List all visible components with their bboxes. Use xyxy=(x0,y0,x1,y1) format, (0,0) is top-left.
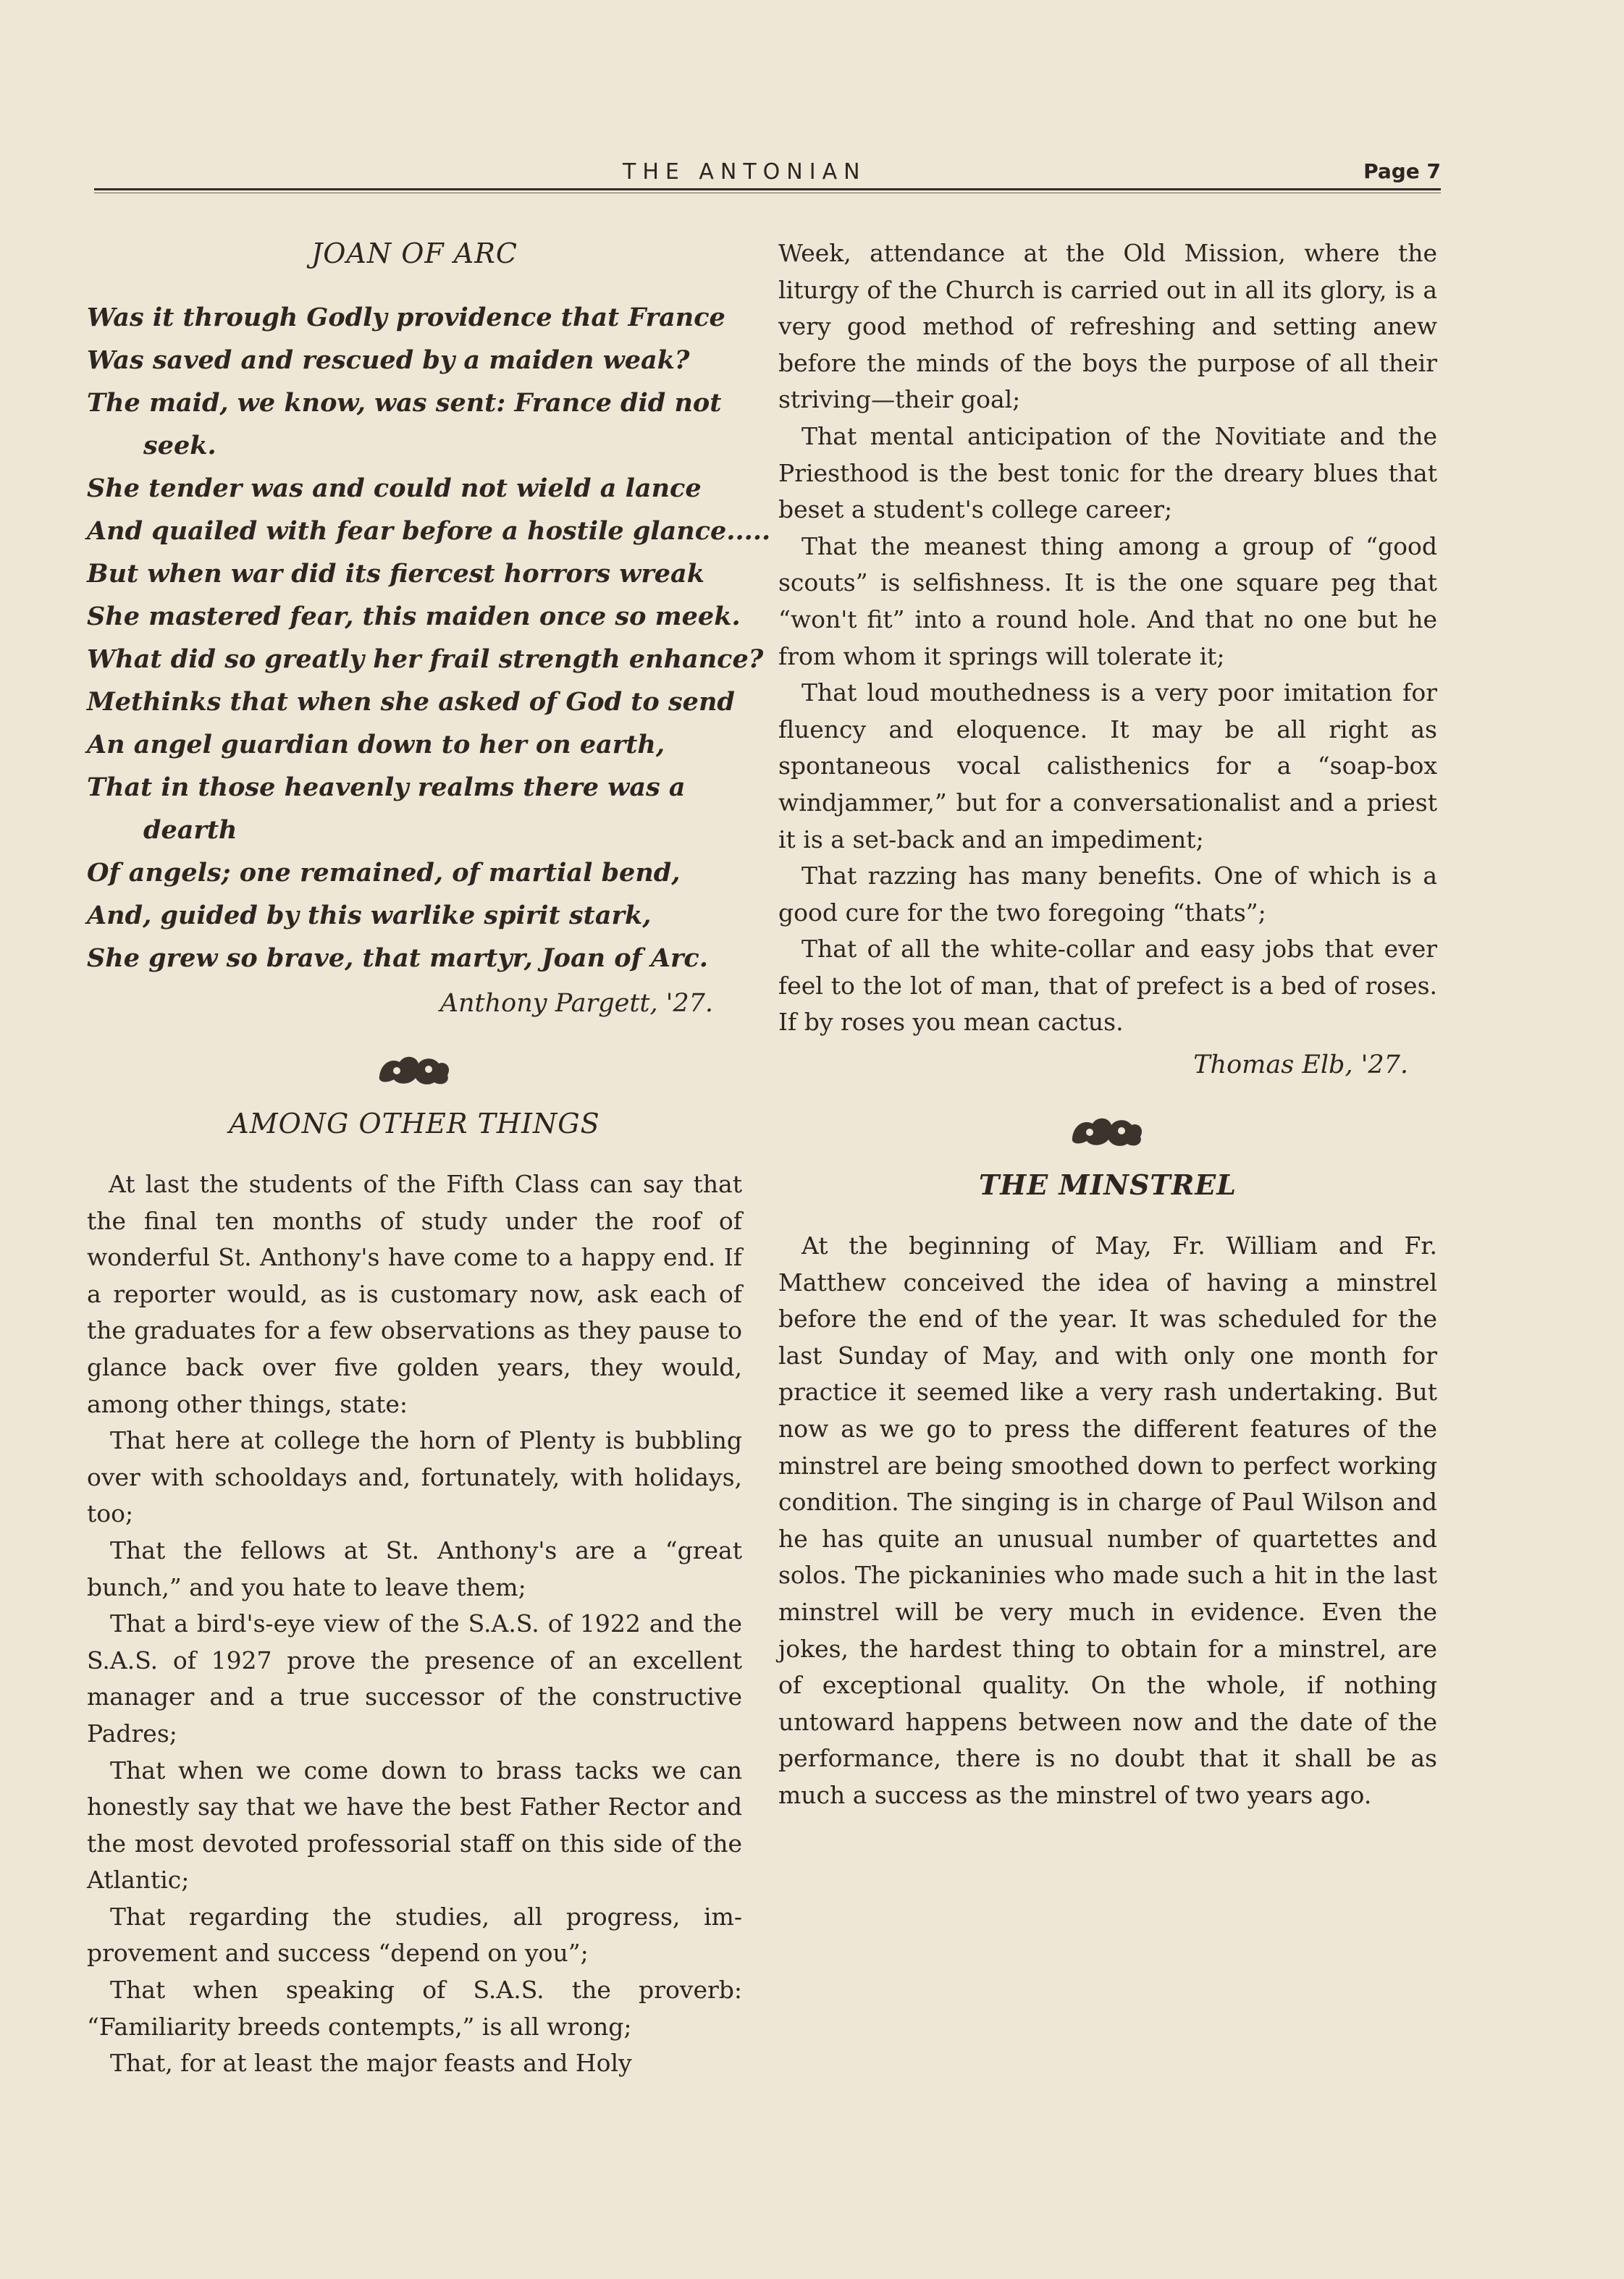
paragraph: That the fellows at St. Anthony's are a “great bunch,” and you hate to leave them; xyxy=(87,1536,742,1601)
paragraph: At the beginning of May, Fr. William and Fr. Matthew conceived the idea of having a minstrel before the end of the year. It was scheduled for the last Sunday of May, and with only one month for practice it seemed like a very rash undertaking. But now as we go to press the different features of the minstrel are being smoothed down to perfect working condition. The singing is in charge of Paul Wilson and he has quite an unusual number of quartettes and solos. The pickaninies who made such a hit in the last minstrel will be very much in evidence. Even the jokes, the hardest thing to obtain for a minstrel, are of exceptional quality. On the whole, if nothing untoward happens between now and the date of the performance, there is no doubt that it shall be as much a success as the minstrel of two years ago. xyxy=(778,1231,1437,1809)
paragraph: That when we come down to brass tacks we can honestly say that we have the best Father Rector and the most devoted professorial staff on this side of the Atlantic; xyxy=(87,1756,742,1895)
paragraph: Week, attendance at the Old Mission, where the liturgy of the Church is carried out in all its glory, is a very good method of refreshing and setting anew before the minds of the boys the purpose of all their striving—their goal; xyxy=(778,239,1437,414)
paragraph: That loud mouthedness is a very poor imitation for fluency and eloquence. It may be all right as spontaneous vocal calisthenics for a “soap-box windjammer,” but for a conversationalist and a priest it is a set-back and an impediment; xyxy=(778,678,1437,854)
minstrel-body xyxy=(778,1228,1437,1814)
poem-line: Methinks that when she asked of God to send xyxy=(87,687,735,717)
paragraph: That here at college the horn of Plenty is bubbling over with schooldays and, fortunately, with holidays, too; xyxy=(87,1426,742,1528)
poem-line: The maid, we know, was sent: France did not xyxy=(87,388,722,418)
poem-line: And, guided by this warlike spirit stark, xyxy=(87,901,652,930)
among-body xyxy=(87,1166,742,2082)
poem-line: dearth xyxy=(143,815,237,845)
poem-line: What did so greatly her frail strength enhance? xyxy=(87,644,764,674)
paragraph: That of all the white-collar and easy jobs that ever feel to the lot of man, that of prefect is a bed of roses. If by roses you mean cactus. xyxy=(778,935,1437,1037)
paragraph: At last the students of the Fifth Class can say that the final ten months of study under the roof of wonderful St. Anthony's have come to a happy end. If a reporter would, as is customary now, ask each of the graduates for a few observations as they pause to glance back over five golden years, they would, among other things, state: xyxy=(87,1170,742,1418)
paragraph: That razzing has many benefits. One of which is a good cure for the two foregoing “thats”; xyxy=(778,862,1437,927)
poem-line: That in those heavenly realms there was a xyxy=(87,772,686,802)
paragraph: That when speaking of S.A.S. the proverb: “Familiarity breeds contempts,” is all wrong; xyxy=(87,1976,742,2041)
poem-line: She grew so brave, that martyr, Joan of Arc. xyxy=(87,943,708,973)
right-column xyxy=(778,235,1437,1814)
among-title: AMONG OTHER THINGS xyxy=(229,1108,600,1140)
paragraph: That the meanest thing among a group of “good scouts” is selfishness. It is the one square peg that “won't fit” into a round hole. And that no one but he from whom it springs will tolerate it; xyxy=(778,531,1437,670)
left-column xyxy=(87,235,771,2082)
minstrel-title: THE MINSTREL xyxy=(979,1168,1237,1202)
paragraph: That, for at least the major feasts and Holy xyxy=(110,2049,632,2078)
poem-line: She tender was and could not wield a lance xyxy=(87,473,702,503)
poem-author: Anthony Pargett, '27. xyxy=(439,989,713,1018)
ornament-icon xyxy=(87,1048,742,1088)
poem-line: seek. xyxy=(143,431,216,460)
paragraph: That regarding the studies, all progress, improvement and success “depend on you”; xyxy=(87,1902,742,1968)
poem-line: Was it through Godly providence that France xyxy=(87,303,725,332)
poem-line: Was saved and rescued by a maiden weak? xyxy=(87,345,690,375)
poem-line: And quailed with fear before a hostile glance..... xyxy=(87,516,771,546)
among-author: Thomas Elb, '27. xyxy=(1193,1050,1408,1080)
header-rule xyxy=(94,188,1441,193)
poem-line: She mastered fear, this maiden once so meek. xyxy=(87,602,741,631)
poem-body xyxy=(87,296,771,980)
page-header xyxy=(94,153,1441,197)
page-number: Page 7 xyxy=(1363,159,1441,183)
poem-title: JOAN OF ARC xyxy=(311,237,518,269)
paragraph: That a bird's-eye view of the S.A.S. of 1922 and the S.A.S. of 1927 prove the presence of an excellent manager and a true successor of the constructive Padres; xyxy=(87,1609,742,1748)
ornament-icon xyxy=(778,1109,1437,1150)
masthead: THE ANTONIAN xyxy=(623,159,867,185)
poem-line: But when war did its fiercest horrors wreak xyxy=(87,559,704,589)
poem-line: Of angels; one remained, of martial bend, xyxy=(87,858,681,888)
poem-line: An angel guardian down to her on earth, xyxy=(87,730,665,759)
among-continued xyxy=(778,235,1437,1041)
paragraph: That mental anticipation of the Novitiate and the Priesthood is the best tonic for the dreary blues that beset a student's college career; xyxy=(778,421,1437,524)
